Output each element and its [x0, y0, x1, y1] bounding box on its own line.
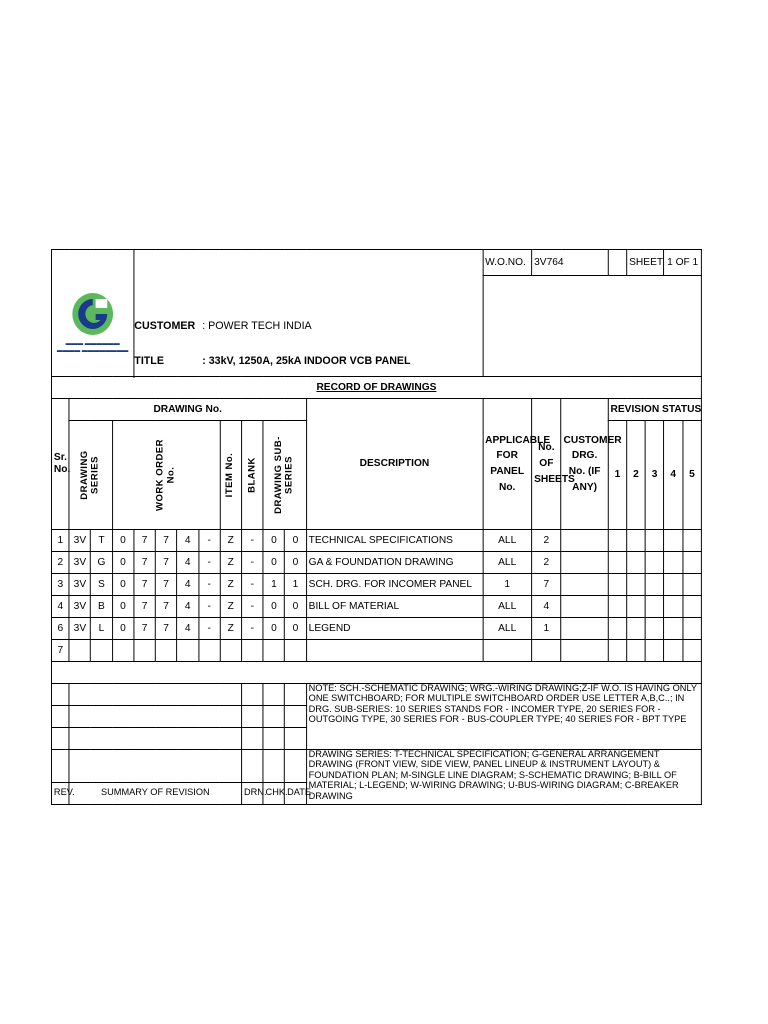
row-cell: 3V: [69, 596, 91, 618]
row-cell: -: [242, 574, 264, 596]
col-applicable: APPLICABLE FOR PANEL No.: [483, 399, 532, 530]
table-row: [51, 640, 701, 662]
row-cell: 7: [134, 552, 156, 574]
rev-label: REV.: [51, 783, 69, 805]
row-cell: -: [198, 574, 220, 596]
table-row: [51, 552, 701, 574]
row-cell: -: [242, 596, 264, 618]
summary-label: SUMMARY OF REVISION: [69, 783, 241, 805]
record-table: [51, 249, 702, 805]
drn-label: DRN.: [242, 783, 264, 805]
col-sheets: No. OF SHEETS: [532, 399, 561, 530]
row-cell: L: [91, 618, 113, 640]
row-cell: 3V: [69, 618, 91, 640]
rev-col-4: 4: [664, 421, 683, 530]
row-cell: Z: [220, 530, 242, 552]
record-title: RECORD OF DRAWINGS: [51, 377, 701, 399]
row-cell: 4: [177, 530, 199, 552]
row-cell: 7: [155, 574, 177, 596]
row-cell: 4: [177, 618, 199, 640]
row-cell: 0: [285, 530, 307, 552]
row-cell: -: [242, 530, 264, 552]
table-row: [51, 618, 701, 640]
row-cell: Z: [220, 574, 242, 596]
col-blank: BLANK: [242, 421, 264, 530]
customer-label: CUSTOMER: [134, 319, 196, 332]
row-sr: 7: [51, 640, 69, 662]
rev-col-2: 2: [627, 421, 646, 530]
row-cell: 0: [263, 596, 285, 618]
row-cell: 4: [177, 552, 199, 574]
row-cell: 3V: [69, 530, 91, 552]
row-description: GA & FOUNDATION DRAWING: [306, 552, 482, 574]
header-blank-area: [483, 276, 702, 377]
row-cell: 7: [155, 596, 177, 618]
row-cell: 7: [134, 596, 156, 618]
col-description: DESCRIPTION: [306, 399, 482, 530]
row-cell: 0: [112, 552, 134, 574]
col-drawing-no: DRAWING No.: [69, 399, 306, 421]
row-cell: 1: [263, 574, 285, 596]
row-sr: 4: [51, 596, 69, 618]
row-cell: 4: [177, 574, 199, 596]
chk-label: CHK.: [263, 783, 285, 805]
row-description: BILL OF MATERIAL: [306, 596, 482, 618]
rev-col-3: 3: [645, 421, 664, 530]
sheet-label: SHEET: [627, 250, 664, 276]
row-cell: T: [91, 530, 113, 552]
row-cell: -: [242, 552, 264, 574]
title-block: [134, 250, 483, 377]
date-label: DATE: [285, 783, 307, 805]
col-sub-series: DRAWING SUB-SERIES: [263, 421, 306, 530]
row-cell: 3V: [69, 574, 91, 596]
row-cell: G: [91, 552, 113, 574]
row-cell: 4: [177, 596, 199, 618]
row-applicable: ALL: [483, 552, 532, 574]
row-applicable: ALL: [483, 596, 532, 618]
table-row: [51, 596, 701, 618]
sheet-value: 1 OF 1: [664, 250, 701, 276]
col-revision-status: REVISION STATUS: [608, 399, 701, 421]
row-description: LEGEND: [306, 618, 482, 640]
col-srno: Sr. No.: [51, 399, 69, 530]
row-cell: 7: [134, 530, 156, 552]
company-logo-icon: [70, 291, 115, 337]
row-cell: 0: [112, 596, 134, 618]
row-applicable: ALL: [483, 530, 532, 552]
row-cell: 0: [263, 618, 285, 640]
row-cell: S: [91, 574, 113, 596]
row-cell: -: [198, 530, 220, 552]
row-cell: Z: [220, 596, 242, 618]
row-cell: 0: [263, 530, 285, 552]
row-sheets: 4: [532, 596, 561, 618]
row-cell: 0: [112, 618, 134, 640]
row-cell: 7: [155, 530, 177, 552]
rev-col-5: 5: [683, 421, 702, 530]
row-sr: 6: [51, 618, 69, 640]
col-work-order: WORK ORDER No.: [112, 421, 220, 530]
row-cell: 0: [112, 530, 134, 552]
row-cell: 7: [134, 618, 156, 640]
row-cell: 3V: [69, 552, 91, 574]
drawing-record-sheet: [51, 249, 722, 805]
drawing-series-note: DRAWING SERIES: T-TECHNICAL SPECIFICATION; G-GENERAL ARRANGEMENT DRAWING (FRONT VIEW, SIDE VIEW, PANEL LINEUP & INSTRUMENT LAYOUT) & FOUNDATION PLAN; M-SINGLE LINE DIAGRAM; S-SCHEMATIC DRAWING; B-BILL OF MATERIAL; L-LEGEND; W-WIRING DRAWING; U-BUS-WIRING DIAGRAM; C-BREAKER DRAWING: [306, 750, 701, 805]
row-sheets: 7: [532, 574, 561, 596]
row-sr: 2: [51, 552, 69, 574]
row-cell: 0: [285, 552, 307, 574]
table-row: [51, 530, 701, 552]
row-cell: -: [198, 552, 220, 574]
row-applicable: 1: [483, 574, 532, 596]
title-value: : 33kV, 1250A, 25kA INDOOR VCB PANEL: [202, 354, 411, 367]
wono-label: W.O.NO.: [483, 250, 532, 276]
row-sheets: 1: [532, 618, 561, 640]
row-cell: Z: [220, 552, 242, 574]
row-description: TECHNICAL SPECIFICATIONS: [306, 530, 482, 552]
row-sr: 1: [51, 530, 69, 552]
wono-value: 3V764: [532, 250, 608, 276]
row-cell: 0: [285, 618, 307, 640]
row-cell: -: [242, 618, 264, 640]
company-logo-cell: [51, 250, 133, 377]
row-cell: 0: [285, 596, 307, 618]
row-cell: 0: [263, 552, 285, 574]
row-cell: B: [91, 596, 113, 618]
row-sheets: 2: [532, 552, 561, 574]
row-sr: 3: [51, 574, 69, 596]
row-cell: 1: [285, 574, 307, 596]
row-cell: Z: [220, 618, 242, 640]
col-item-no: ITEM No.: [220, 421, 242, 530]
row-cell: 7: [134, 574, 156, 596]
row-cell: -: [198, 596, 220, 618]
row-cell: 0: [112, 574, 134, 596]
row-sheets: 2: [532, 530, 561, 552]
row-cell: 7: [155, 618, 177, 640]
title-label: TITLE: [134, 354, 164, 367]
note-text: NOTE: SCH.-SCHEMATIC DRAWING; WRG.-WIRING DRAWING;Z-IF W.O. IS HAVING ONLY ONE SWITCHBOARD; FOR MULTIPLE SWITCHBOARD ORDER USE LETTER A,B,C..; IN DRG. SUB-SERIES: 10 SERIES STANDS FOR - INCOMER TYPE, 20 SERIES FOR - OUTGOING TYPE, 30 SERIES FOR - BUS-COUPLER TYPE; 40 SERIES FOR - BPT TYPE: [306, 684, 701, 750]
col-customer-drg: CUSTOMER DRG. No. (IF ANY): [561, 399, 608, 530]
row-cell: 7: [155, 552, 177, 574]
logo-caption: ▬▬▬ ▬▬▬▬▬▬ ▬▬▬▬ ▬▬▬▬▬▬▬▬: [56, 340, 129, 354]
customer-value: : POWER TECH INDIA: [202, 319, 312, 332]
row-description: SCH. DRG. FOR INCOMER PANEL: [306, 574, 482, 596]
spacer-row: [51, 662, 701, 684]
row-applicable: ALL: [483, 618, 532, 640]
col-drawing-series: DRAWING SERIES: [69, 421, 112, 530]
table-row: [51, 574, 701, 596]
row-cell: -: [198, 618, 220, 640]
rev-col-1: 1: [608, 421, 627, 530]
